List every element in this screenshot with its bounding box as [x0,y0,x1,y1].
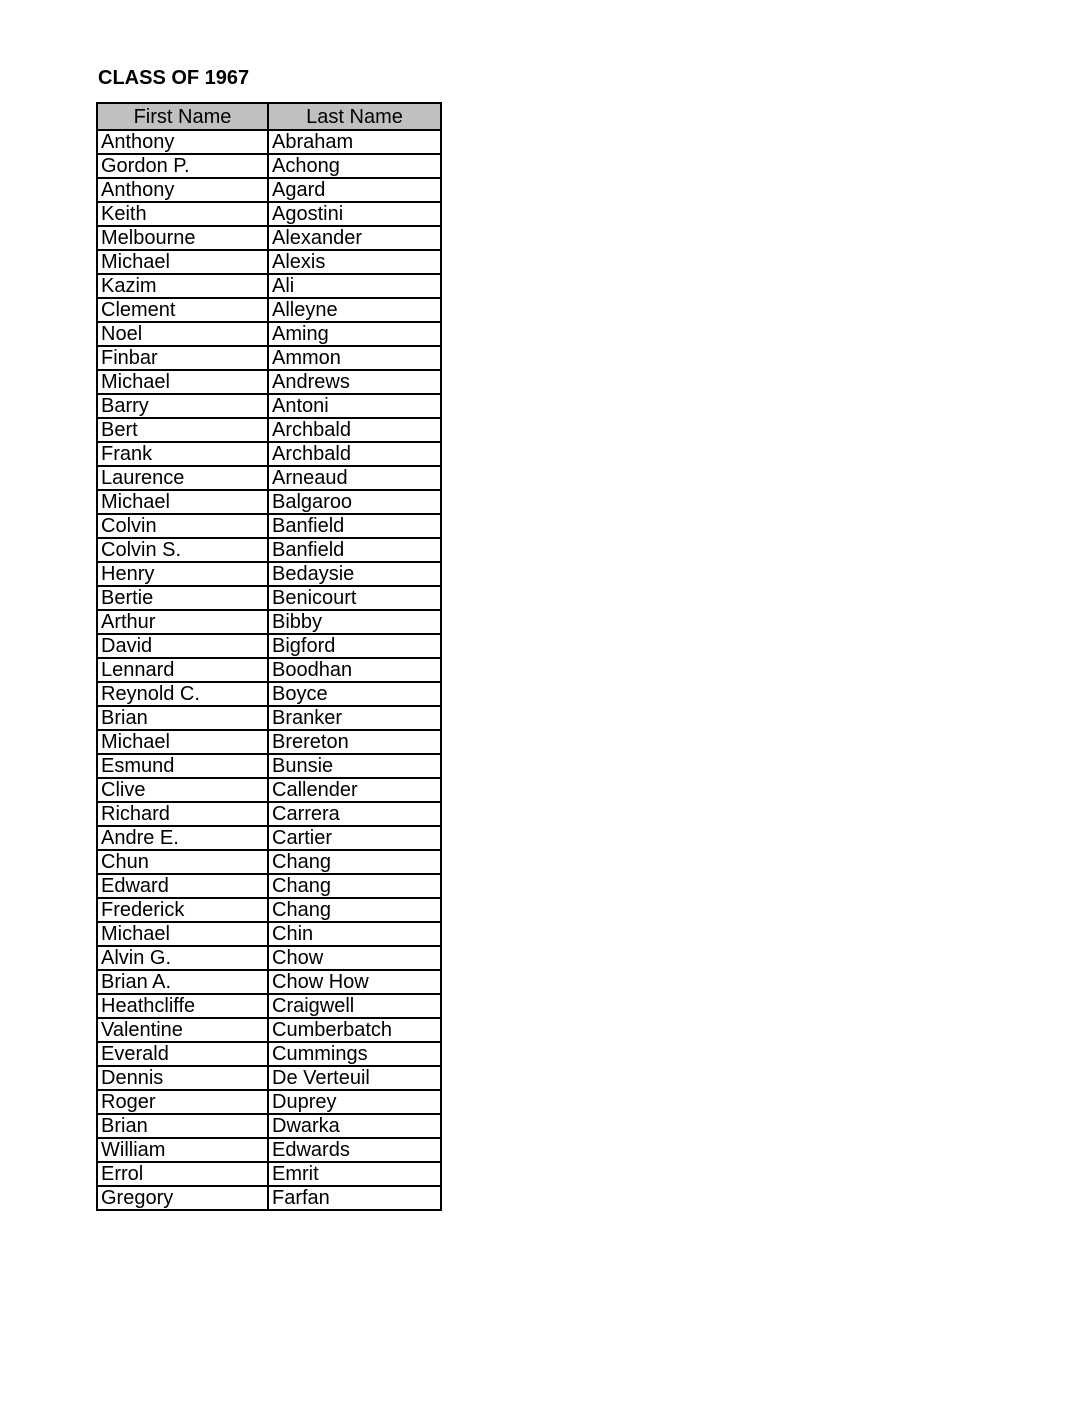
table-body [97,130,441,1210]
first-name-cell: Colvin [97,514,268,538]
last-name-cell: Cartier [268,826,441,850]
table-row [97,274,441,298]
table-row [97,922,441,946]
last-name-cell: Branker [268,706,441,730]
first-name-cell: Brian [97,706,268,730]
last-name-cell: Chang [268,874,441,898]
first-name-cell: Keith [97,202,268,226]
table-row [97,1066,441,1090]
last-name-cell: Callender [268,778,441,802]
first-name-cell: Henry [97,562,268,586]
last-name-cell: Duprey [268,1090,441,1114]
last-name-cell: Farfan [268,1186,441,1210]
first-name-cell: Gregory [97,1186,268,1210]
last-name-cell: Bibby [268,610,441,634]
table-row [97,634,441,658]
last-name-cell: Chow [268,946,441,970]
last-name-cell: Andrews [268,370,441,394]
table-row [97,898,441,922]
last-name-cell: Chow How [268,970,441,994]
first-name-cell: Michael [97,922,268,946]
table-row [97,946,441,970]
first-name-cell: Roger [97,1090,268,1114]
table-row [97,1018,441,1042]
last-name-cell: Balgaroo [268,490,441,514]
table-row [97,442,441,466]
first-name-cell: Edward [97,874,268,898]
first-name-cell: Lennard [97,658,268,682]
first-name-cell: Chun [97,850,268,874]
first-name-cell: Brian A. [97,970,268,994]
table-row [97,130,441,154]
table-row [97,394,441,418]
table-row [97,1162,441,1186]
table-row [97,178,441,202]
last-name-header: Last Name [268,103,441,130]
last-name-cell: Brereton [268,730,441,754]
table-row [97,466,441,490]
table-row [97,850,441,874]
table-row [97,754,441,778]
first-name-cell: Michael [97,730,268,754]
table-row [97,1186,441,1210]
last-name-cell: Boodhan [268,658,441,682]
table-row [97,418,441,442]
last-name-cell: Bedaysie [268,562,441,586]
first-name-cell: Anthony [97,130,268,154]
first-name-cell: Reynold C. [97,682,268,706]
last-name-cell: Carrera [268,802,441,826]
first-name-cell: Clive [97,778,268,802]
last-name-cell: Cumberbatch [268,1018,441,1042]
first-name-cell: Noel [97,322,268,346]
first-name-cell: Frank [97,442,268,466]
table-row [97,778,441,802]
table-row [97,346,441,370]
first-name-cell: Michael [97,250,268,274]
last-name-cell: Abraham [268,130,441,154]
page-title: CLASS OF 1967 [98,67,250,89]
table-row [97,562,441,586]
table-row [97,370,441,394]
class-roster-table [96,102,442,1211]
first-name-cell: Colvin S. [97,538,268,562]
first-name-cell: Dennis [97,1066,268,1090]
last-name-cell: Dwarka [268,1114,441,1138]
last-name-cell: Archbald [268,442,441,466]
last-name-cell: Ali [268,274,441,298]
table-row [97,826,441,850]
first-name-cell: Bertie [97,586,268,610]
last-name-cell: Agard [268,178,441,202]
first-name-cell: Richard [97,802,268,826]
first-name-cell: Everald [97,1042,268,1066]
last-name-cell: Chin [268,922,441,946]
table-row [97,202,441,226]
first-name-cell: Melbourne [97,226,268,250]
last-name-cell: De Verteuil [268,1066,441,1090]
first-name-cell: Kazim [97,274,268,298]
table-row [97,490,441,514]
first-name-cell: Heathcliffe [97,994,268,1018]
last-name-cell: Bunsie [268,754,441,778]
table-row [97,658,441,682]
first-name-cell: David [97,634,268,658]
first-name-cell: William [97,1138,268,1162]
last-name-cell: Ammon [268,346,441,370]
table-row [97,514,441,538]
first-name-cell: Anthony [97,178,268,202]
first-name-cell: Gordon P. [97,154,268,178]
first-name-cell: Frederick [97,898,268,922]
first-name-cell: Michael [97,490,268,514]
last-name-cell: Edwards [268,1138,441,1162]
first-name-cell: Andre E. [97,826,268,850]
table-row [97,154,441,178]
table-row [97,250,441,274]
table-row [97,1042,441,1066]
last-name-cell: Benicourt [268,586,441,610]
last-name-cell: Bigford [268,634,441,658]
table-row [97,298,441,322]
last-name-cell: Achong [268,154,441,178]
first-name-cell: Barry [97,394,268,418]
table-row [97,874,441,898]
first-name-cell: Bert [97,418,268,442]
first-name-header: First Name [97,103,268,130]
table-row [97,802,441,826]
last-name-cell: Banfield [268,514,441,538]
last-name-cell: Boyce [268,682,441,706]
last-name-cell: Archbald [268,418,441,442]
first-name-cell: Esmund [97,754,268,778]
table-row [97,586,441,610]
table-row [97,682,441,706]
last-name-cell: Arneaud [268,466,441,490]
first-name-cell: Finbar [97,346,268,370]
last-name-cell: Emrit [268,1162,441,1186]
last-name-cell: Cummings [268,1042,441,1066]
last-name-cell: Banfield [268,538,441,562]
table-row [97,706,441,730]
last-name-cell: Aming [268,322,441,346]
first-name-cell: Laurence [97,466,268,490]
last-name-cell: Chang [268,850,441,874]
first-name-cell: Valentine [97,1018,268,1042]
first-name-cell: Brian [97,1114,268,1138]
first-name-cell: Clement [97,298,268,322]
first-name-cell: Michael [97,370,268,394]
last-name-cell: Agostini [268,202,441,226]
last-name-cell: Craigwell [268,994,441,1018]
table-row [97,994,441,1018]
first-name-cell: Alvin G. [97,946,268,970]
last-name-cell: Alexis [268,250,441,274]
table-header-row [97,103,441,130]
table-row [97,538,441,562]
table-row [97,1114,441,1138]
last-name-cell: Antoni [268,394,441,418]
last-name-cell: Alexander [268,226,441,250]
table-row [97,1090,441,1114]
table-row [97,1138,441,1162]
table-row [97,226,441,250]
last-name-cell: Alleyne [268,298,441,322]
last-name-cell: Chang [268,898,441,922]
table-row [97,970,441,994]
table-row [97,610,441,634]
first-name-cell: Arthur [97,610,268,634]
first-name-cell: Errol [97,1162,268,1186]
table-row [97,322,441,346]
table-row [97,730,441,754]
